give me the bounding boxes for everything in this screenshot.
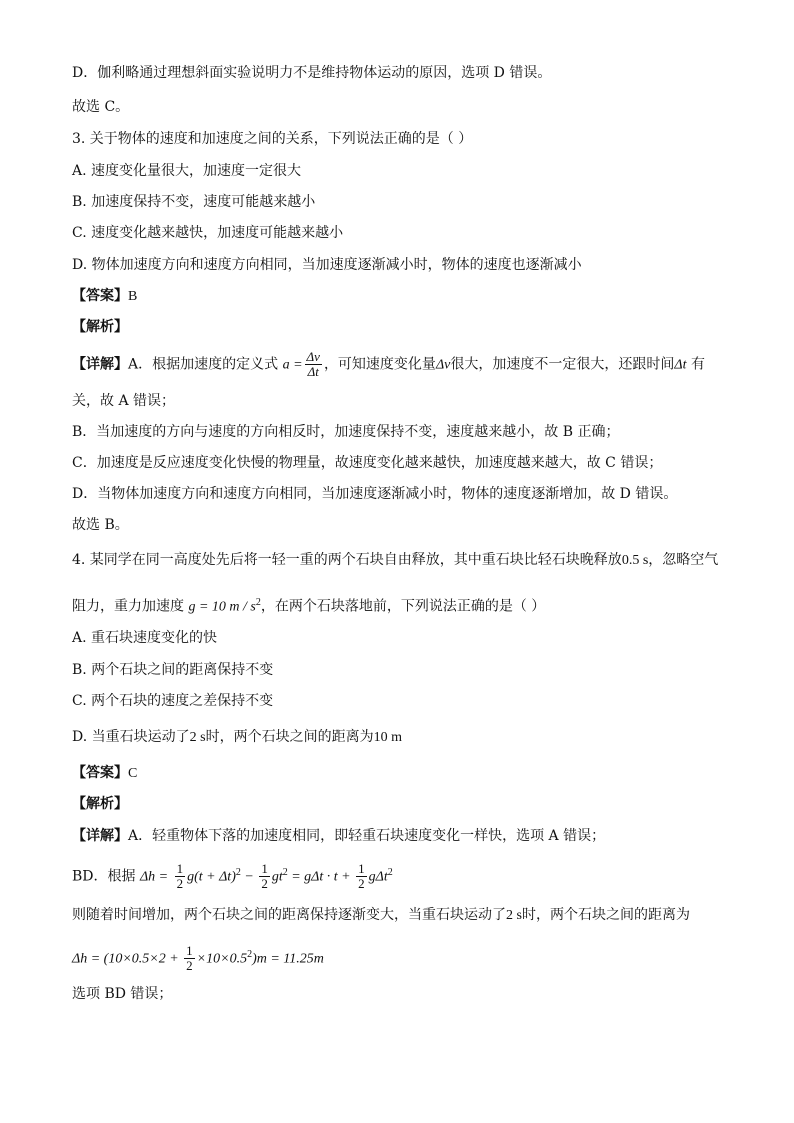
- q4-detail-line-1: [72, 826, 605, 846]
- q3-detail-line-2: 关，故 A 错误；: [72, 393, 176, 409]
- denominator: Δt: [307, 364, 319, 379]
- q3-option-c: C. 速度变化越来越快，加速度可能越来越小: [72, 225, 344, 241]
- q3-detail-line-4: C．加速度是反应速度变化快慢的物理量，故速度变化越来越快，加速度越来越大，故 C 错误；: [72, 455, 663, 471]
- q3-conclusion: 故选 B。: [72, 517, 129, 533]
- denominator: 2: [358, 876, 365, 892]
- formula-time: 0.5 s: [621, 553, 649, 568]
- q4-analysis-heading: 【解析】: [72, 796, 128, 812]
- q3-analysis-heading: 【解析】: [72, 319, 128, 335]
- answer-tag: 【答案】: [72, 765, 128, 781]
- text-span: BD．根据: [72, 868, 136, 885]
- formula-dt: Δt: [674, 357, 687, 373]
- answer-value: B: [128, 289, 138, 304]
- text-span: A．根据加速度的定义式: [128, 356, 279, 373]
- q4-answer: [72, 763, 137, 784]
- denominator: 2: [261, 876, 268, 892]
- q4-detail-line-2: [72, 858, 393, 893]
- q3-detail-line-1: [72, 350, 705, 380]
- formula-time: 2 s: [189, 730, 206, 745]
- text-span: 时，两个石块之间的距离为: [521, 907, 690, 923]
- q4-option-a: A. 重石块速度变化的快: [72, 630, 218, 646]
- fraction-half: [175, 862, 186, 891]
- formula-a: a =: [282, 357, 303, 373]
- formula-term: gΔt: [368, 869, 388, 885]
- answer-tag: 【答案】: [72, 288, 128, 304]
- text-span: A．轻重物体下落的加速度相同，即轻重石块速度变化一样快，选项 A 错误；: [128, 828, 606, 844]
- exponent: 2: [387, 867, 393, 878]
- operator: −: [240, 869, 258, 885]
- q4-detail-line-3: [72, 905, 690, 926]
- formula-dv: Δv: [435, 357, 451, 373]
- formula-term: ×10×0.5: [196, 951, 248, 967]
- fraction-half: [184, 944, 195, 973]
- text-span: ，可知速度变化量: [323, 356, 436, 373]
- q4-detail-line-5: 选项 BD 错误；: [72, 986, 173, 1002]
- formula-term: g(t + Δt): [187, 869, 236, 885]
- numerator: 1: [186, 943, 193, 959]
- text-span: 时，两个石块之间的距离为: [205, 729, 374, 745]
- text-span: 很大，加速度不一定很大，还跟时间: [450, 356, 675, 373]
- formula-term: gt: [271, 869, 283, 885]
- text-line: 故选 C。: [72, 99, 130, 115]
- formula-g: g = 10 m / s: [188, 599, 256, 615]
- question-4-stem-1: [72, 550, 718, 571]
- q4-detail-formula: [72, 940, 324, 975]
- q4-option-d: [72, 727, 402, 748]
- text-span: 则随着时间增加，两个石块之间的距离保持逐渐变大，当重石块运动了: [72, 907, 506, 923]
- denominator: 2: [176, 876, 184, 892]
- text-span: 4. 某同学在同一高度处先后将一轻一重的两个石块自由释放，其中重石块比轻石块晚释放: [72, 552, 622, 568]
- q3-option-d: D. 物体加速度方向和速度方向相同，当加速度逐渐减小时，物体的速度也逐渐减小: [72, 257, 582, 273]
- fraction-half: [259, 862, 270, 891]
- detail-tag: 【详解】: [72, 356, 128, 373]
- question-4-stem-2: [72, 593, 545, 618]
- q4-option-b: B. 两个石块之间的距离保持不变: [72, 662, 274, 678]
- numerator: 1: [176, 861, 184, 877]
- answer-value: C: [128, 766, 138, 781]
- exponent: 2: [247, 949, 253, 960]
- q3-detail-line-3: B．当加速度的方向与速度的方向相反时，加速度保持不变，速度越来越小，故 B 正确；: [72, 424, 620, 440]
- denominator: 2: [186, 958, 193, 974]
- q3-detail-line-5: D．当物体加速度方向和速度方向相同，当加速度逐渐减小时，物体的速度逐渐增加，故 D 错误。: [72, 486, 678, 502]
- fraction-half: [356, 862, 367, 891]
- exponent: 2: [255, 597, 261, 608]
- question-3-stem: 3. 关于物体的速度和加速度之间的关系，下列说法正确的是（ ）: [72, 131, 473, 147]
- numerator: 1: [358, 861, 365, 877]
- exponent: 2: [282, 867, 288, 878]
- text-span: D. 当重石块运动了: [72, 729, 190, 745]
- text-line: D．伽利略通过理想斜面实验说明力不是维持物体运动的原因，选项 D 错误。: [72, 65, 552, 81]
- q3-option-a: A. 速度变化量很大，加速度一定很大: [72, 163, 302, 179]
- text-span: 有: [690, 356, 705, 373]
- fraction-dv-dt: [305, 350, 322, 379]
- formula-dh: Δh =: [139, 869, 169, 885]
- q3-answer: [72, 286, 137, 307]
- numerator: 1: [261, 861, 268, 877]
- formula-term: = gΔt · t +: [287, 869, 355, 885]
- numerator: Δv: [306, 349, 320, 364]
- text-span: ，在两个石块落地前，下列说法正确的是（ ）: [260, 598, 546, 615]
- q4-option-c: C. 两个石块的速度之差保持不变: [72, 693, 274, 709]
- formula-time: 2 s: [506, 908, 522, 923]
- formula-distance: 10 m: [373, 730, 402, 745]
- text-span: 阻力，重力加速度: [72, 598, 184, 615]
- detail-tag: 【详解】: [72, 828, 128, 844]
- q3-option-b: B. 加速度保持不变，速度可能越来越小: [72, 194, 316, 210]
- formula-term: )m = 11.25m: [252, 951, 324, 967]
- text-span: ，忽略空气: [648, 552, 719, 568]
- exponent: 2: [235, 867, 241, 878]
- formula-term: Δh = (10×0.5×2 +: [72, 951, 183, 967]
